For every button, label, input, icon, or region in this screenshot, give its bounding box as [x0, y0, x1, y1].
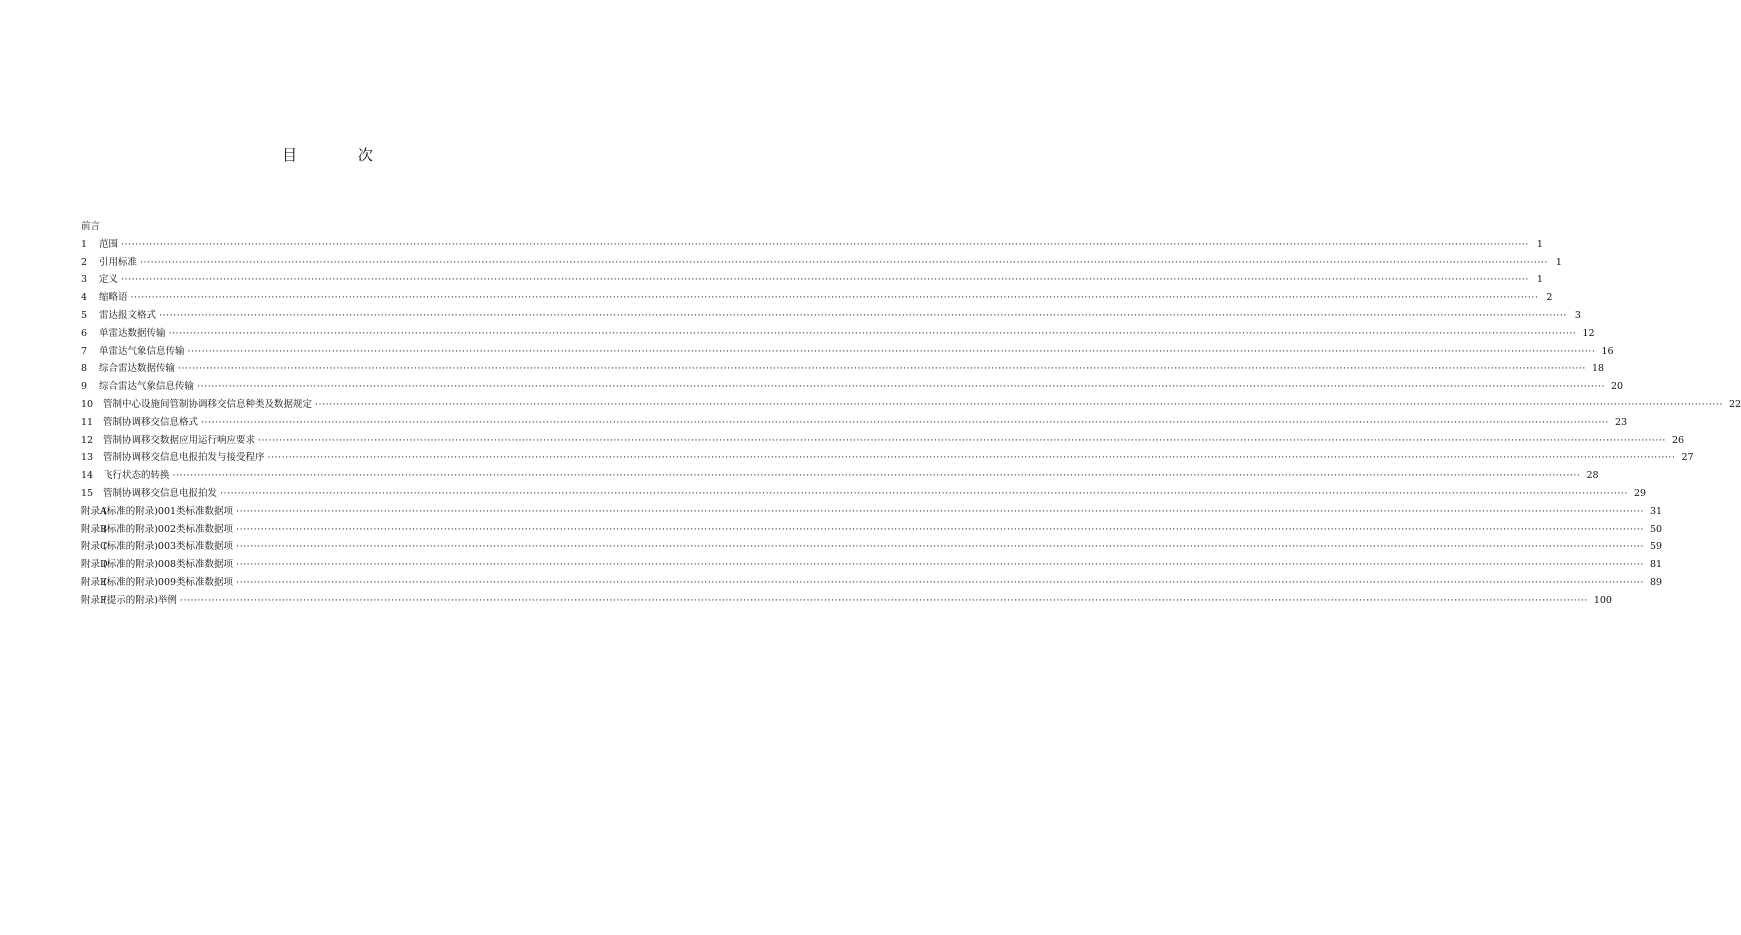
toc-entry-number: 7: [81, 345, 88, 357]
toc-entry-title: 引用标准: [99, 256, 138, 268]
toc-entry-number: 附录F: [81, 594, 107, 606]
toc-entry-number: 8: [81, 363, 88, 375]
toc-entry-page-number: 89: [1649, 576, 1663, 588]
toc-entry-number: 3: [81, 274, 88, 286]
toc-entry-title: 定义: [99, 274, 119, 286]
toc-entry-page-number: 50: [1649, 523, 1663, 535]
toc-entry-title: 雷达报文格式: [99, 309, 157, 321]
toc-entry[interactable]: [81, 325, 1595, 343]
toc-entry[interactable]: [81, 236, 1543, 254]
toc-entry[interactable]: [81, 449, 1694, 467]
toc-entry-page-number: 22: [1728, 398, 1741, 410]
toc-entry[interactable]: [81, 271, 1543, 289]
toc-entry-number: 10: [81, 398, 94, 410]
toc-entry-number: 附录C: [81, 541, 108, 553]
toc-entry-page-number: 81: [1649, 559, 1663, 571]
toc-entry-page-number: 29: [1633, 487, 1647, 499]
toc-dot-leader: ················································································································································································································································································································································································································: [179, 594, 1588, 606]
toc-dot-leader: ················································································································································································································································································································································································································: [140, 256, 1548, 268]
toc-entry[interactable]: [81, 574, 1663, 592]
toc-entry-number: 4: [81, 292, 88, 304]
toc-entry-title: (标准的附录)002类标准数据项: [103, 523, 234, 535]
toc-entry-number: 11: [81, 416, 94, 428]
toc-entry-number: 9: [81, 381, 88, 393]
toc-dot-leader: ················································································································································································································································································································································································································: [197, 381, 1605, 393]
toc-entry-page-number: 3: [1574, 309, 1581, 321]
toc-entry[interactable]: [81, 289, 1553, 307]
toc-entry[interactable]: [81, 343, 1614, 361]
toc-preface: 前言: [81, 221, 101, 232]
toc-entry-page-number: 100: [1593, 594, 1612, 606]
toc-entry-number: 2: [81, 256, 88, 268]
toc-dot-leader: ················································································································································································································································································································································································································: [172, 470, 1581, 482]
toc-entry-title: (提示的附录)举例: [103, 594, 177, 606]
toc-entry-title: 缩略语: [99, 292, 128, 304]
toc-dot-leader: ················································································································································································································································································································································································································: [168, 327, 1577, 339]
toc-entry[interactable]: [81, 307, 1581, 325]
toc-entry-page-number: 20: [1610, 381, 1624, 393]
toc-entry-title: (标准的附录)003类标准数据项: [103, 541, 234, 553]
toc-entry-page-number: 12: [1582, 327, 1595, 339]
toc-entry-title: (标准的附录)008类标准数据项: [103, 559, 234, 571]
toc-dot-leader: ················································································································································································································································································································································································································: [178, 363, 1586, 375]
toc-dot-leader: ················································································································································································································································································································································································································: [315, 398, 1723, 410]
toc-entry-number: 14: [81, 470, 94, 482]
toc-dot-leader: ················································································································································································································································································································································································································: [267, 452, 1676, 464]
toc-dot-leader: ················································································································································································································································································································································································································: [121, 274, 1529, 286]
toc-entry-title: (标准的附录)001类标准数据项: [103, 505, 234, 517]
toc-entry-page-number: 27: [1681, 452, 1694, 464]
toc-entry-page-number: 31: [1649, 505, 1663, 517]
toc-dot-leader: ················································································································································································································································································································································································································: [201, 416, 1609, 428]
toc-entry[interactable]: [81, 521, 1663, 539]
toc-entry-number: 1: [81, 238, 88, 250]
toc-dot-leader: ················································································································································································································································································································································································································: [236, 505, 1644, 517]
toc-entry[interactable]: [81, 592, 1612, 610]
toc-entry-page-number: 16: [1601, 345, 1614, 357]
toc-entry-title: 管制中心设施间管制协调移交信息种类及数据规定: [103, 398, 313, 410]
toc-entry[interactable]: [81, 432, 1685, 450]
toc-entry-page-number: 1: [1536, 274, 1543, 286]
toc-entry-page-number: 26: [1671, 434, 1685, 446]
toc-dot-leader: ················································································································································································································································································································································································································: [236, 541, 1644, 553]
toc-entry-title: 范围: [99, 238, 119, 250]
toc-entry[interactable]: [81, 396, 1741, 414]
toc-entry-number: 15: [81, 487, 94, 499]
toc-dot-leader: ················································································································································································································································································································································································································: [236, 523, 1644, 535]
toc-entry-page-number: 23: [1614, 416, 1628, 428]
toc-entry-number: 附录B: [81, 523, 107, 535]
toc-entry-page-number: 28: [1586, 470, 1599, 482]
toc-entry-page-number: 1: [1536, 238, 1543, 250]
toc-entry-title: 管制协调移交信息电报拍发与接受程序: [103, 452, 265, 464]
toc-entry[interactable]: [81, 538, 1663, 556]
toc-entry[interactable]: [81, 360, 1605, 378]
toc-dot-leader: ················································································································································································································································································································································································································: [236, 559, 1644, 571]
toc-dot-leader: ················································································································································································································································································································································································································: [130, 292, 1539, 304]
toc-entry-title: 管制协调移交信息电报拍发: [103, 487, 218, 499]
toc-entry[interactable]: [81, 378, 1624, 396]
page-title: 目 次: [282, 146, 401, 164]
toc-entry-title: 单雷达气象信息传输: [99, 345, 185, 357]
toc-entry-title: (标准的附录)009类标准数据项: [103, 576, 234, 588]
toc-entry[interactable]: [81, 414, 1628, 432]
toc-dot-leader: ················································································································································································································································································································································································································: [121, 238, 1529, 250]
toc-entry-number: 12: [81, 434, 94, 446]
toc-entry-title: 单雷达数据传输: [99, 327, 166, 339]
toc-entry-page-number: 1: [1555, 256, 1562, 268]
toc-entry[interactable]: [81, 556, 1663, 574]
toc-entry-number: 5: [81, 309, 88, 321]
toc-entry-title: 综合雷达数据传输: [99, 363, 176, 375]
toc-entry-title: 综合雷达气象信息传输: [99, 381, 195, 393]
toc-dot-leader: ················································································································································································································································································································································································································: [187, 345, 1596, 357]
toc-entry[interactable]: [81, 503, 1663, 521]
toc-entry[interactable]: [81, 254, 1562, 272]
toc-dot-leader: ················································································································································································································································································································································································································: [220, 487, 1628, 499]
toc-entry-page-number: 59: [1649, 541, 1663, 553]
toc-entry-page-number: 18: [1591, 363, 1605, 375]
toc-entry[interactable]: [81, 467, 1599, 485]
toc-entry-number: 附录D: [81, 559, 108, 571]
toc-entry-page-number: 2: [1546, 292, 1553, 304]
toc-dot-leader: ················································································································································································································································································································································································································: [236, 576, 1644, 588]
table-of-contents: [81, 218, 1741, 610]
toc-entry-number: 13: [81, 452, 94, 464]
toc-entry-title: 飞行状态的转换: [103, 470, 170, 482]
toc-entries: [81, 236, 1741, 610]
toc-entry-title: 管制协调移交数据应用运行响应要求: [103, 434, 256, 446]
toc-dot-leader: ················································································································································································································································································································································································································: [258, 434, 1666, 446]
toc-entry-number: 附录A: [81, 505, 107, 517]
toc-entry-number: 6: [81, 327, 88, 339]
toc-entry-number: 附录E: [81, 576, 107, 588]
toc-entry-title: 管制协调移交信息格式: [103, 416, 199, 428]
toc-entry[interactable]: [81, 485, 1647, 503]
toc-dot-leader: ················································································································································································································································································································································································································: [159, 309, 1567, 321]
